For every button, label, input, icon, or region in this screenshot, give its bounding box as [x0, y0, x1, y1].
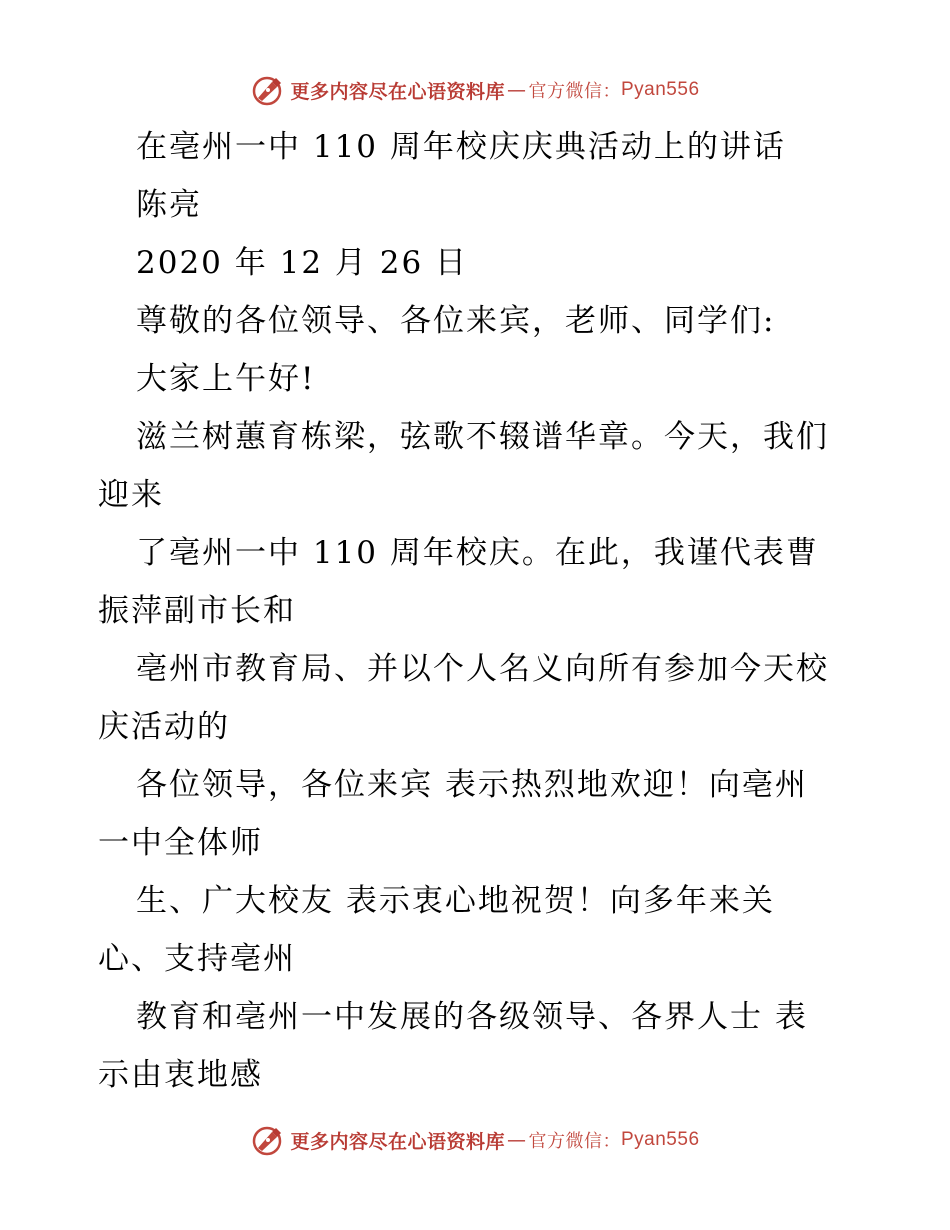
- watermark-title: 更多内容尽在心语资料库: [290, 1130, 505, 1153]
- pen-nib-icon: [250, 1122, 286, 1158]
- text-line: 示由衷地感: [98, 1057, 263, 1093]
- text-line: 教育和亳州一中发展的各级领导、各界人士 表: [136, 999, 808, 1035]
- text-line: 在亳州一中 110 周年校庆庆典活动上的讲话: [136, 129, 786, 165]
- text-line: 陈亮: [136, 187, 202, 223]
- watermark-dash: —: [507, 1129, 527, 1151]
- text-line: 生、广大校友 表示衷心地祝贺！向多年来关: [136, 883, 775, 919]
- document-body: [98, 118, 858, 1104]
- text-line: 各位领导，各位来宾 表示热烈地欢迎！向亳州: [136, 767, 808, 803]
- text-line: 心、支持亳州: [98, 941, 296, 977]
- text-line: 亳州市教育局、并以个人名义向所有参加今天校: [136, 651, 829, 687]
- watermark-dash: —: [507, 79, 527, 101]
- watermark-wechat-id: Pyan556: [621, 79, 700, 100]
- text-line: 振萍副市长和: [98, 593, 296, 629]
- watermark-wechat-label: 官方微信：: [528, 81, 621, 102]
- text-line: 尊敬的各位领导、各位来宾，老师、同学们:: [136, 303, 776, 339]
- text-line: 一中全体师: [98, 825, 263, 861]
- text-line: 庆活动的: [98, 709, 230, 745]
- text-line: 滋兰树蕙育栋梁，弦歌不辍谱华章。今天，我们: [136, 419, 829, 455]
- text-line: 迎来: [98, 477, 164, 513]
- watermark-title: 更多内容尽在心语资料库: [290, 80, 505, 103]
- text-line: 大家上午好!: [136, 361, 316, 397]
- pen-nib-icon: [250, 72, 286, 108]
- text-line: 了亳州一中 110 周年校庆。在此，我谨代表曹: [136, 535, 819, 571]
- text-line: 2020 年 12 月 26 日: [136, 245, 469, 281]
- watermark-wechat-label: 官方微信：: [528, 1131, 621, 1152]
- watermark-wechat-id: Pyan556: [621, 1129, 700, 1150]
- header-watermark: [0, 70, 950, 110]
- footer-watermark: [0, 1120, 950, 1160]
